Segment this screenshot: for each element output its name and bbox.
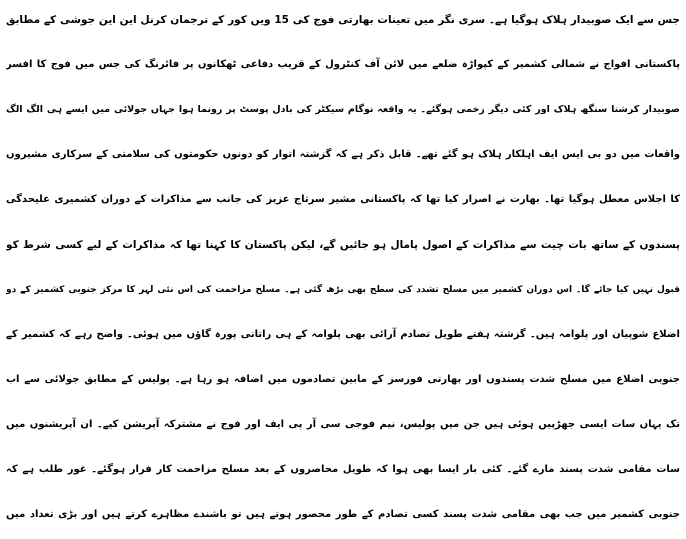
text-line-2: پاکستانی افواج نے شمالی کشمیر کے کپواڑہ ضلعے میں لائن آف کنٹرول کے قریب دفاعی ٹھکانوں پر فائرنگ کی جس میں فوج کا افسر [6,59,680,70]
text-line-5: کا اجلاس معطل ہوگیا تھا۔ بھارت نے اصرار کیا تھا کہ پاکستانی مشیر سرتاج عزیز کی جانب سے مذاکرات کے دوران کشمیری علیحدگی [6,194,680,205]
text-line-8: اضلاع شوپیان اور پلوامہ ہیں۔ گزشتہ ہفتے طویل تصادم آرائی بھی پلوامہ کے ہی راتانی پورہ گاؤں میں ہوئی۔ واضح رہے کہ کشمیر کے [6,329,680,340]
text-line-7: قبول نہیں کیا جائے گا۔ اس دوران کشمیر میں مسلح تشدد کی سطح بھی بڑھ گئی ہے۔ مسلح مزاحمت کی اس نئی لہر کا مرکز جنوبی کشمیر کے دو [6,285,680,295]
text-line-3: صوبیدار کرشنا سنگھ ہلاک اور کئی دیگر زخمی ہوگئے۔ یہ واقعہ نوگام سیکٹر کی بادل پوسٹ پر رونما ہوا جہاں جولائی میں ایسے ہی الگ الگ [6,104,680,115]
text-line-11: سات مقامی شدت پسند مارے گئے۔ کئی بار ایسا بھی ہوا کہ طویل محاصروں کے بعد مسلح مزاحمت کار فرار ہوگئے۔ غور طلب ہے کہ [6,464,680,475]
text-line-4: واقعات میں دو بی ایس ایف اہلکار ہلاک ہو گئے تھے۔ قابل ذکر ہے کہ گزشتہ اتوار کو دونوں حکومتوں کی سلامتی کے سرکاری مشیروں [6,149,680,160]
text-line-10: تک یہاں سات ایسی جھڑپیں ہوئی ہیں جن میں پولیس، نیم فوجی سی آر پی ایف اور فوج نے مشترکہ آپریشن کیے۔ ان آپریشنوں میں [6,419,680,430]
text-line-12: جنوبی کشمیر میں جب بھی مقامی شدت پسند کسی تصادم کے طور محصور ہوتے ہیں تو باشندے مظاہرے کرتے ہیں اور بڑی تعداد میں [6,509,680,520]
text-line-9: جنوبی اضلاع میں مسلح شدت پسندوں اور بھارتی فورسز کے مابین تصادموں میں اضافہ ہو رہا ہے۔ پولیس کے مطابق جولائی سے اب [6,374,680,385]
article-body [6,0,680,539]
text-line-6: پسندوں کے ساتھ بات چیت سے مذاکرات کے اصول پامال ہو جائیں گے، لیکن پاکستان کا کہنا تھا کہ مذاکرات کے لیے کسی شرط کو [6,239,680,251]
text-line-1: جس سے ایک صوبیدار ہلاک ہوگیا ہے۔ سری نگر میں تعینات بھارتی فوج کی 15 ویں کور کے ترجمان کرنل این این جوشی کے مطابق [6,14,680,26]
